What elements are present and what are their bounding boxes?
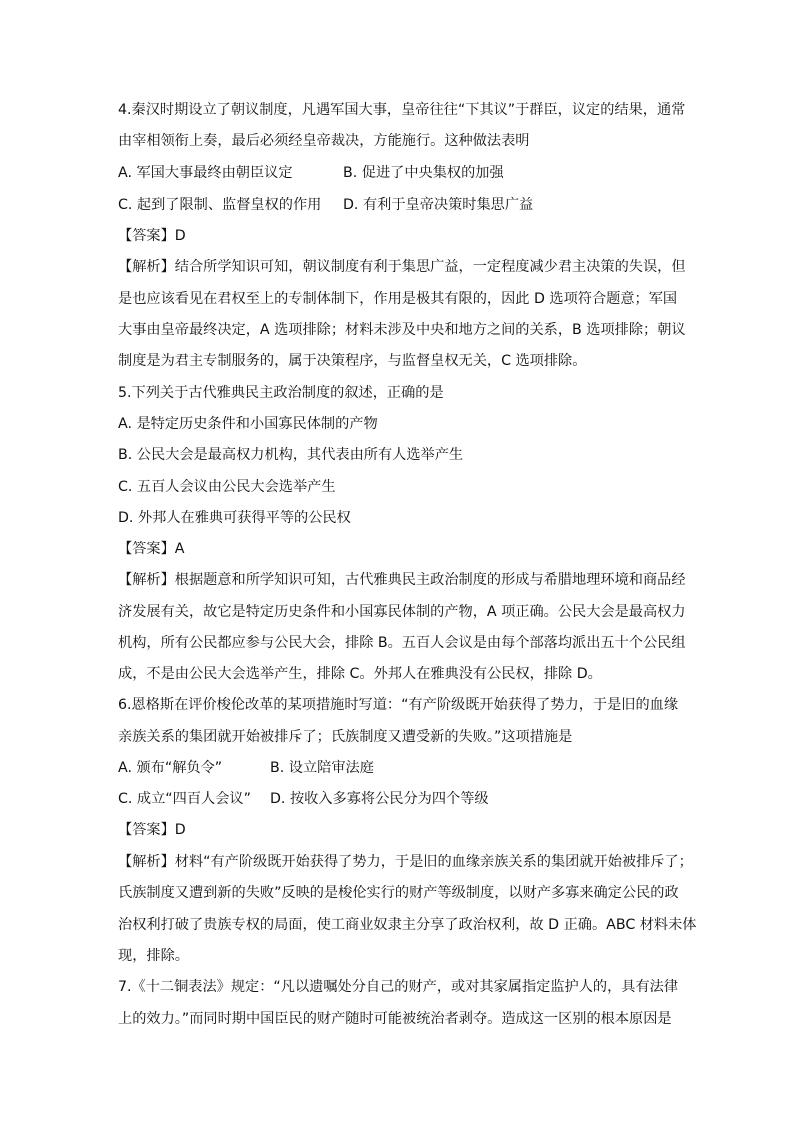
q7-stem-line-2: 上的效力。”而同时期中国臣民的财产随时可能被统治者剥夺。造成这一区别的根本原因是	[118, 1011, 672, 1027]
q6-option-b: B. 设立陪审法庭	[270, 760, 374, 776]
q5-option-c: C. 五百人会议由公民大会选举产生	[118, 479, 336, 495]
q6-stem-line-1: 6.恩格斯在评价梭伦改革的某项措施时写道：“有产阶级既开始获得了势力，于是旧的血缘	[118, 697, 679, 713]
q4-option-c: C. 起到了限制、监督皇权的作用	[118, 197, 322, 213]
q5-explanation-line-3: 机构，所有公民都应参与公民大会，排除 B。五百人会议是由每个部落均派出五十个公民组	[118, 635, 686, 651]
q4-explanation-line-2: 是也应该看见在君权至上的专制体制下，作用是极其有限的，因此 D 选项符合题意；军国	[118, 291, 678, 307]
q4-option-d: D. 有利于皇帝决策时集思广益	[343, 197, 534, 213]
q6-explanation-line-1: 【解析】材料“有产阶级既开始获得了势力，于是旧的血缘亲族关系的集团就开始被排斥了；	[118, 854, 693, 870]
q7-stem-line-1: 7.《十二铜表法》规定：“凡以遗嘱处分自己的财产，或对其家属指定监护人的，具有法律	[118, 979, 679, 995]
q6-stem-line-2: 亲族关系的集团就开始被排斥了；氏族制度又遭受新的失败。”这项措施是	[118, 729, 573, 745]
q5-explanation-line-2: 济发展有关，故它是特定历史条件和小国寡民体制的产物，A 项正确。公民大会是最高权力	[118, 604, 686, 620]
q4-explanation-line-3: 大事由皇帝最终决定，A 选项排除；材料未涉及中央和地方之间的关系，B 选项排除；朝议	[118, 322, 686, 338]
q4-option-b: B. 促进了中央集权的加强	[343, 165, 504, 181]
q6-answer: 【答案】D	[118, 822, 186, 838]
q4-explanation-line-1: 【解析】结合所学知识可知，朝议制度有利于集思广益，一定程度减少君主决策的失误，但	[118, 259, 686, 275]
q4-option-a: A. 军国大事最终由朝臣议定	[118, 165, 293, 181]
q4-explanation-line-4: 制度是为君主专制服务的，属于决策程序，与监督皇权无关，C 选项排除。	[118, 353, 587, 369]
q6-explanation-line-3: 治权利打破了贵族专权的局面，使工商业奴隶主分享了政治权利，故 D 正确。ABC 材料未体	[118, 917, 697, 933]
q6-option-a: A. 颁布“解负令”	[118, 760, 223, 776]
q6-explanation-line-2: 氏族制度又遭到新的失败”反映的是梭伦实行的财产等级制度，以财产多寡来确定公民的政	[118, 885, 679, 901]
q5-option-a: A. 是特定历史条件和小国寡民体制的产物	[118, 416, 378, 432]
q6-option-d: D. 按收入多寡将公民分为四个等级	[270, 791, 489, 807]
q5-explanation-line-4: 成，不是由公民大会选举产生，排除 C。外邦人在雅典没有公民权，排除 D。	[118, 666, 602, 682]
q5-option-b: B. 公民大会是最高权力机构，其代表由所有人选举产生	[118, 447, 464, 463]
q5-stem: 5.下列关于古代雅典民主政治制度的叙述，正确的是	[118, 385, 444, 401]
q4-stem-line-2: 由宰相领衔上奏，最后必须经皇帝裁决，方能施行。这种做法表明	[118, 133, 530, 149]
q5-answer: 【答案】A	[118, 541, 185, 557]
q6-option-c: C. 成立“四百人会议”	[118, 791, 251, 807]
q4-answer: 【答案】D	[118, 228, 186, 244]
q4-stem-line-1: 4.秦汉时期设立了朝议制度，凡遇军国大事，皇帝往往“下其议”于群臣，议定的结果，通常	[118, 102, 686, 118]
q5-explanation-line-1: 【解析】根据题意和所学知识可知，古代雅典民主政治制度的形成与希腊地理环境和商品经	[118, 572, 686, 588]
q6-explanation-line-4: 现，排除。	[118, 948, 189, 964]
q5-option-d: D. 外邦人在雅典可获得平等的公民权	[118, 510, 351, 526]
